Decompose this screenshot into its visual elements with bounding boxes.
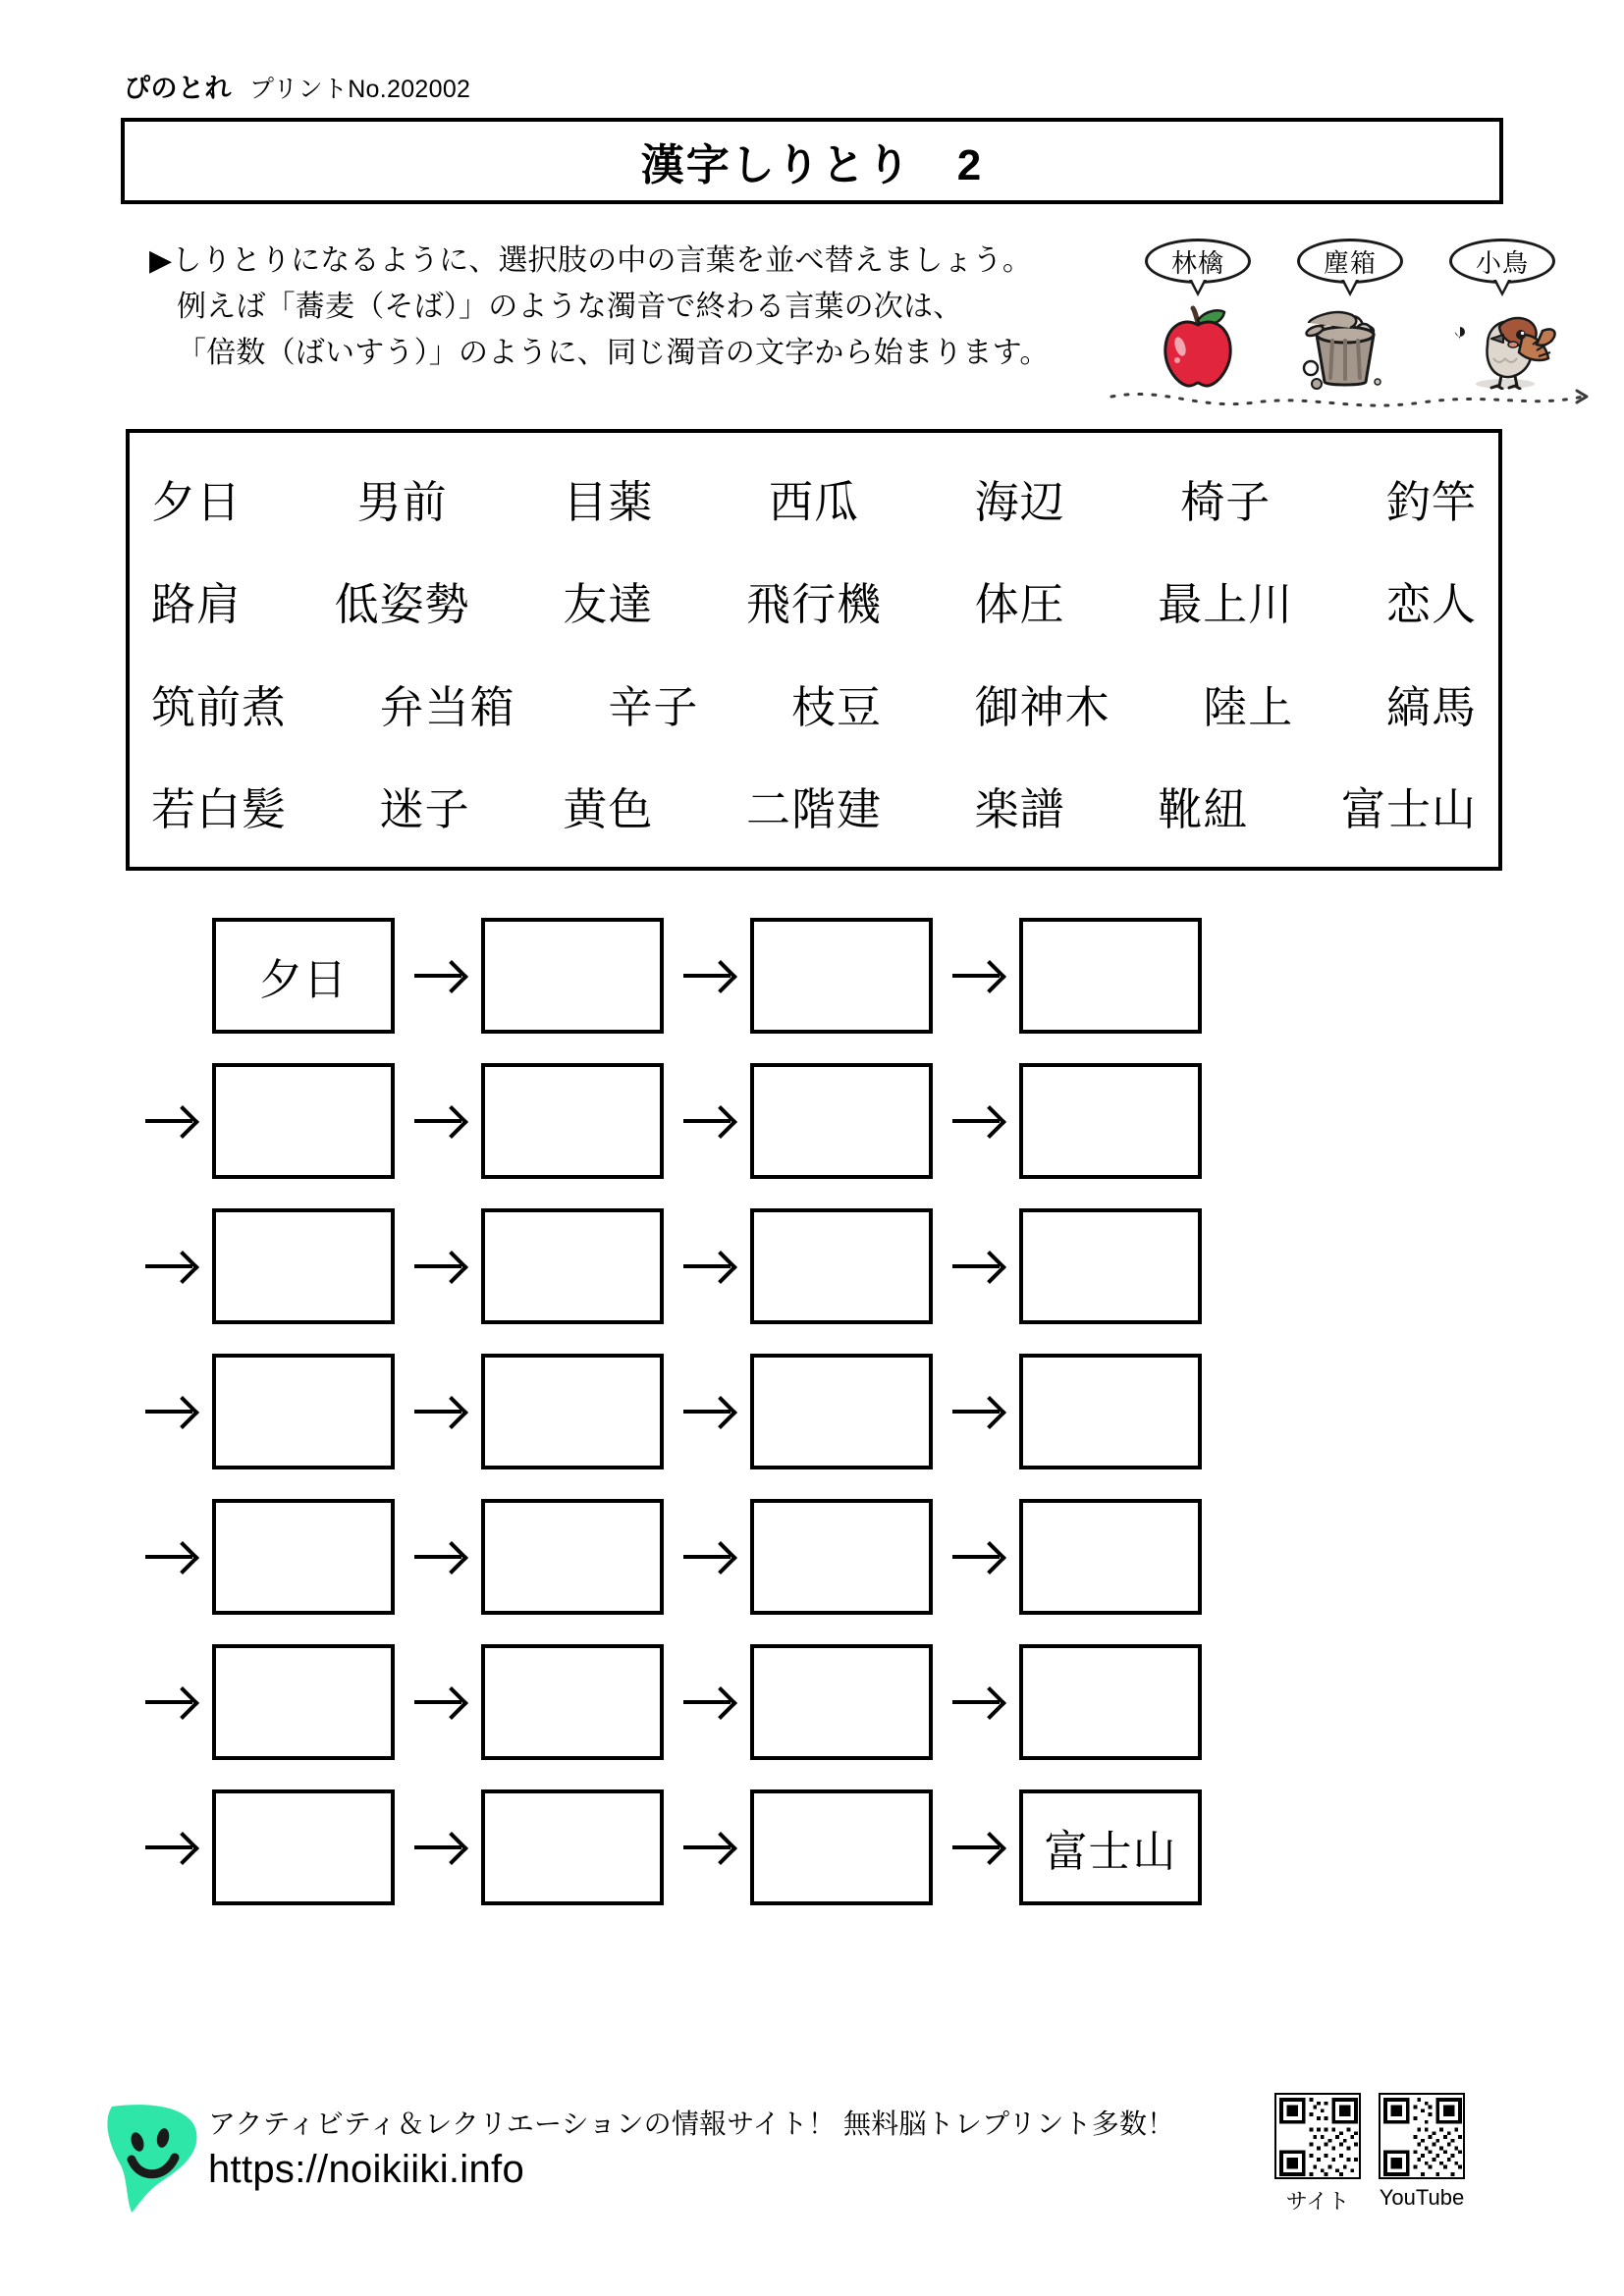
- word-bank-item[interactable]: 夕日: [151, 476, 243, 527]
- word-bank: [126, 429, 1502, 871]
- apple-label: 林檎: [1170, 247, 1224, 278]
- answer-cell[interactable]: [212, 1644, 395, 1760]
- answer-cell[interactable]: [750, 1499, 933, 1615]
- arrow-right-icon: [126, 1410, 212, 1414]
- word-bank-row: [147, 774, 1481, 837]
- apple-label-bubble: [1145, 239, 1251, 284]
- illustration-apple: [1124, 239, 1272, 390]
- trash-can-icon: [1276, 303, 1424, 390]
- arrow-right-icon: [395, 974, 481, 978]
- sparrow-icon: [1429, 303, 1576, 390]
- qr-site-code-icon: [1274, 2093, 1361, 2179]
- qr-youtube[interactable]: [1379, 2093, 1465, 2216]
- word-bank-item[interactable]: 楽譜: [974, 784, 1065, 835]
- answer-cell[interactable]: [750, 1354, 933, 1469]
- word-bank-item[interactable]: 陸上: [1203, 681, 1294, 732]
- answer-cell[interactable]: [481, 918, 664, 1034]
- answer-row: [126, 1484, 1502, 1629]
- word-bank-item[interactable]: 体圧: [974, 579, 1065, 630]
- word-bank-item[interactable]: 恋人: [1385, 579, 1477, 630]
- arrow-right-icon: [664, 1845, 750, 1849]
- answer-row: [126, 903, 1502, 1048]
- word-bank-item[interactable]: 辛子: [608, 681, 699, 732]
- arrow-right-icon: [933, 1119, 1019, 1123]
- illustration-trash-can: [1276, 239, 1424, 390]
- arrow-right-icon: [933, 1555, 1019, 1559]
- arrow-right-icon: [126, 1700, 212, 1704]
- word-bank-item[interactable]: 筑前煮: [151, 681, 288, 732]
- answer-cell[interactable]: [481, 1063, 664, 1179]
- arrow-right-icon: [664, 1410, 750, 1414]
- answer-cell[interactable]: [750, 1063, 933, 1179]
- word-bank-item[interactable]: 釣竿: [1385, 476, 1477, 527]
- bird-label-bubble: [1449, 239, 1555, 284]
- answer-cell[interactable]: [212, 918, 395, 1034]
- answer-cell[interactable]: [481, 1644, 664, 1760]
- word-bank-item[interactable]: 最上川: [1158, 579, 1294, 630]
- word-bank-item[interactable]: 御神木: [974, 681, 1110, 732]
- arrow-right-icon: [664, 1119, 750, 1123]
- word-bank-item[interactable]: 弁当箱: [379, 681, 515, 732]
- page-title: 漢字しりとり 2: [640, 141, 984, 189]
- answer-cell[interactable]: [1019, 1499, 1202, 1615]
- answer-cell[interactable]: [750, 1644, 933, 1760]
- word-bank-item[interactable]: 二階建: [745, 784, 882, 835]
- answer-cell[interactable]: [1019, 918, 1202, 1034]
- mascot-logo-icon: [98, 2099, 211, 2216]
- arrow-right-icon: [395, 1264, 481, 1268]
- arrow-right-icon: [395, 1555, 481, 1559]
- answer-cell[interactable]: [481, 1354, 664, 1469]
- word-bank-item[interactable]: 友達: [563, 579, 654, 630]
- qr-codes: [1274, 2093, 1465, 2216]
- word-bank-item[interactable]: 男前: [356, 476, 448, 527]
- answer-cell[interactable]: [212, 1789, 395, 1905]
- word-bank-item[interactable]: 路肩: [151, 579, 243, 630]
- instructions-block: [149, 238, 1131, 376]
- instruction-line-1: ▶しりとりになるように、選択肢の中の言葉を並べ替えましょう。: [149, 244, 1033, 277]
- instruction-line-2: 例えば「蕎麦（そば）」のような濁音で終わる言葉の次は、: [177, 291, 963, 323]
- answer-cell[interactable]: [481, 1499, 664, 1615]
- instruction-line-3: 「倍数（ばいすう）」のように、同じ濁音の文字から始まります。: [177, 337, 1050, 369]
- answer-cell[interactable]: [750, 1208, 933, 1324]
- arrow-right-icon: [933, 1700, 1019, 1704]
- word-bank-item[interactable]: 迷子: [379, 784, 470, 835]
- arrow-right-icon: [395, 1410, 481, 1414]
- word-bank-item[interactable]: 海辺: [974, 476, 1065, 527]
- answer-cell[interactable]: [212, 1354, 395, 1469]
- qr-site[interactable]: [1274, 2093, 1361, 2216]
- word-bank-item[interactable]: 枝豆: [790, 681, 882, 732]
- arrow-right-icon: [395, 1119, 481, 1123]
- arrow-right-icon: [126, 1264, 212, 1268]
- answer-cell[interactable]: [750, 1789, 933, 1905]
- answer-row: [126, 1339, 1502, 1484]
- answer-cell[interactable]: [750, 918, 933, 1034]
- answer-grid: [126, 903, 1502, 1920]
- word-bank-row: [147, 671, 1481, 735]
- footer-url[interactable]: https://noikiiki.info: [208, 2148, 525, 2191]
- answer-cell[interactable]: [1019, 1789, 1202, 1905]
- answer-cell[interactable]: [1019, 1063, 1202, 1179]
- arrow-right-icon: [933, 1410, 1019, 1414]
- qr-youtube-caption: YouTube: [1379, 2185, 1465, 2210]
- arrow-right-icon: [126, 1845, 212, 1849]
- answer-cell[interactable]: [481, 1208, 664, 1324]
- arrow-right-icon: [126, 1555, 212, 1559]
- answer-cell[interactable]: [212, 1208, 395, 1324]
- answer-cell[interactable]: [1019, 1208, 1202, 1324]
- footer-text-block: [208, 2103, 1174, 2192]
- answer-cell-text: 夕日: [259, 956, 348, 1004]
- arrow-right-icon: [395, 1700, 481, 1704]
- answer-cell[interactable]: [212, 1499, 395, 1615]
- trash-label: 塵箱: [1323, 247, 1377, 278]
- apple-icon: [1124, 303, 1272, 390]
- brand-name: ぴのとれ: [124, 74, 232, 103]
- answer-cell[interactable]: [212, 1063, 395, 1179]
- arrow-right-icon: [664, 1555, 750, 1559]
- page-footer: [0, 2089, 1624, 2275]
- illustration-examples: [1124, 239, 1586, 405]
- bird-label: 小鳥: [1475, 247, 1529, 278]
- word-bank-item[interactable]: 目薬: [563, 476, 654, 527]
- answer-row: [126, 1048, 1502, 1194]
- word-bank-item[interactable]: 黄色: [563, 784, 654, 835]
- footer-tagline: アクティビティ＆レクリエーションの情報サイト！ 無料脳トレプリント多数！: [208, 2109, 1175, 2139]
- answer-cell-text: 富士山: [1044, 1828, 1177, 1876]
- word-bank-item[interactable]: 椅子: [1180, 476, 1272, 527]
- answer-cell[interactable]: [1019, 1644, 1202, 1760]
- arrow-right-icon: [126, 1119, 212, 1123]
- arrow-right-icon: [933, 974, 1019, 978]
- word-bank-row: [147, 466, 1481, 530]
- qr-youtube-code-icon: [1379, 2093, 1465, 2179]
- trash-label-bubble: [1297, 239, 1403, 284]
- word-bank-item[interactable]: 靴紐: [1158, 784, 1249, 835]
- answer-cell[interactable]: [1019, 1354, 1202, 1469]
- qr-site-caption: サイト: [1285, 2189, 1350, 2214]
- print-number: プリントNo.202002: [249, 76, 471, 103]
- word-bank-row: [147, 568, 1481, 632]
- page-header: [124, 67, 470, 105]
- word-bank-item[interactable]: 富士山: [1340, 784, 1477, 835]
- answer-row: [126, 1775, 1502, 1920]
- dotted-ground-line: [1108, 385, 1591, 414]
- word-bank-item[interactable]: 縞馬: [1385, 681, 1477, 732]
- answer-row: [126, 1194, 1502, 1339]
- illustration-bird: [1429, 239, 1576, 390]
- arrow-right-icon: [933, 1264, 1019, 1268]
- arrow-right-icon: [664, 974, 750, 978]
- word-bank-item[interactable]: 若白髪: [151, 784, 288, 835]
- arrow-right-icon: [395, 1845, 481, 1849]
- arrow-right-icon: [664, 1700, 750, 1704]
- arrow-right-icon: [664, 1264, 750, 1268]
- arrow-right-icon: [933, 1845, 1019, 1849]
- answer-row: [126, 1629, 1502, 1775]
- answer-cell[interactable]: [481, 1789, 664, 1905]
- word-bank-item[interactable]: 飛行機: [745, 579, 882, 630]
- word-bank-item[interactable]: 西瓜: [768, 476, 859, 527]
- title-box: [121, 118, 1503, 204]
- word-bank-item[interactable]: 低姿勢: [334, 579, 470, 630]
